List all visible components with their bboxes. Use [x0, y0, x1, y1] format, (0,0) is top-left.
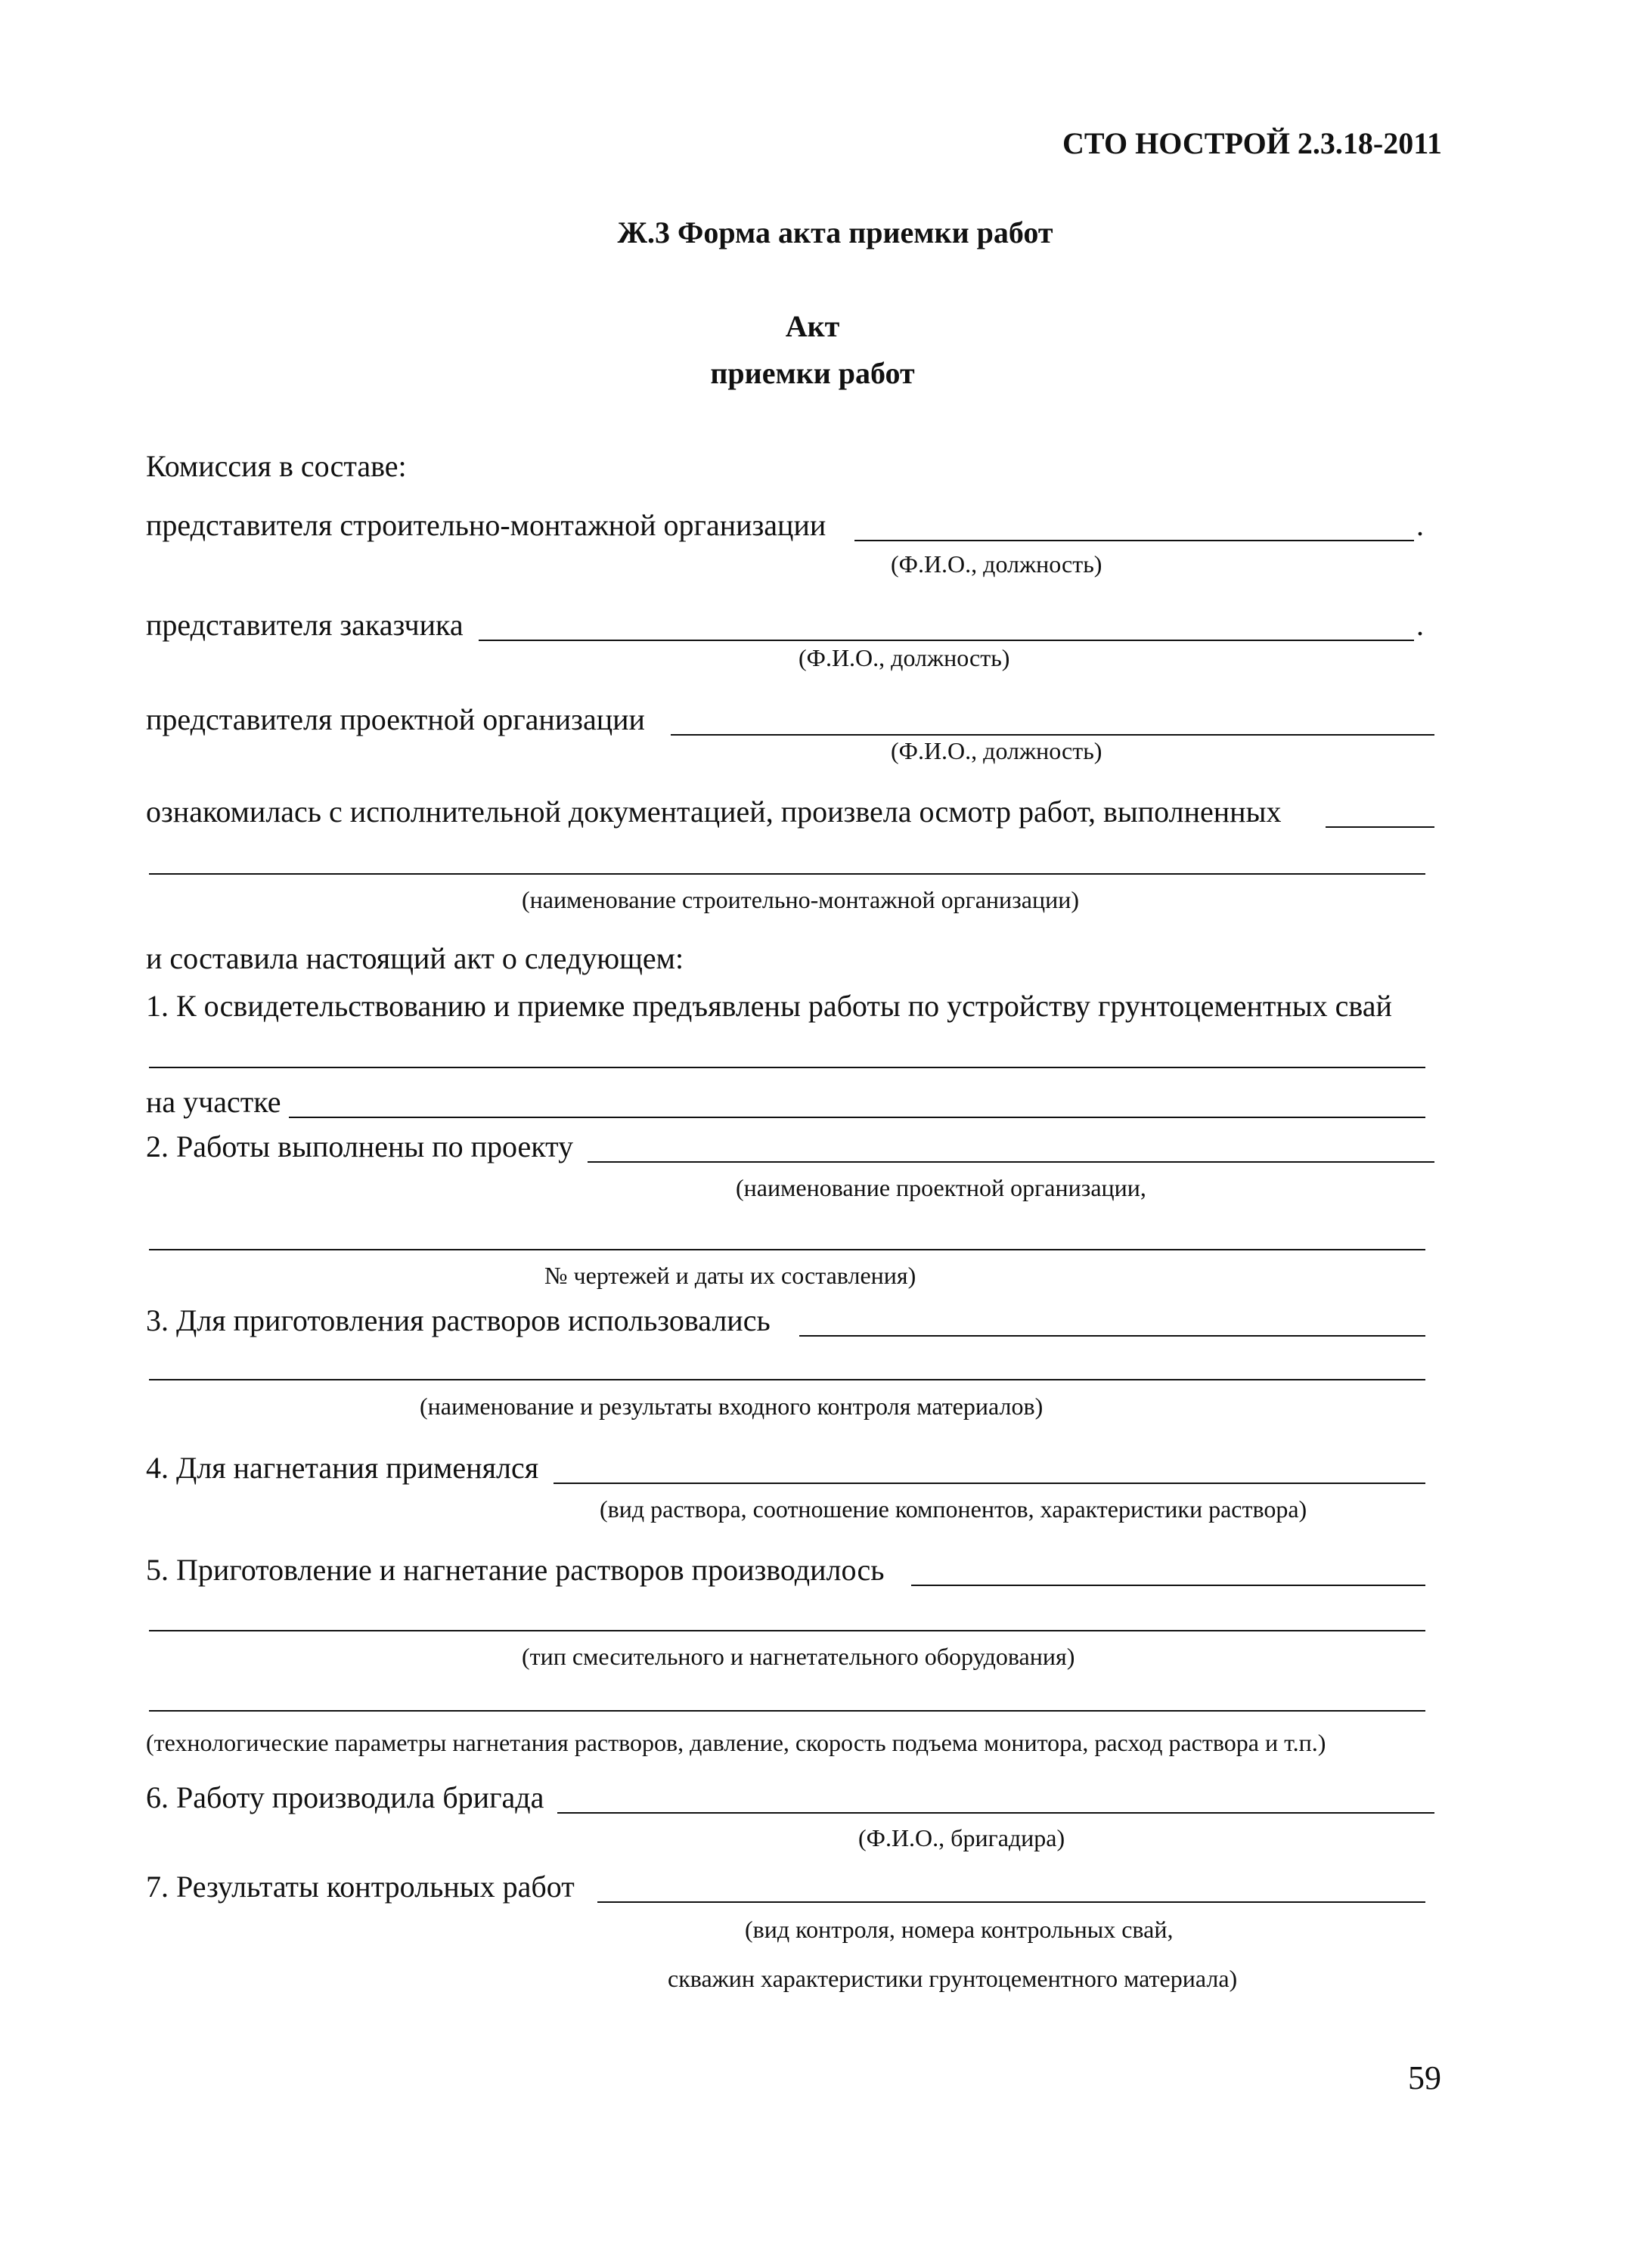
rep-customer-label: представителя заказчика: [146, 608, 464, 642]
item-3-field[interactable]: [799, 1335, 1425, 1337]
commission-intro: Комиссия в составе:: [146, 449, 407, 483]
item-6-note: (Ф.И.О., бригадира): [858, 1824, 1065, 1851]
period: .: [1416, 508, 1424, 542]
rep-design-label: представителя проектной организации: [146, 702, 645, 736]
item-4-text: 4. Для нагнетания применялся: [146, 1451, 539, 1485]
item-5-field-2[interactable]: [149, 1630, 1425, 1631]
item-1-site-field[interactable]: [289, 1117, 1425, 1118]
item-6-text: 6. Работу производила бригада: [146, 1780, 544, 1814]
item-3-field-2[interactable]: [149, 1379, 1425, 1380]
item-7-note-1: (вид контроля, номера контрольных свай,: [745, 1916, 1174, 1943]
item-4-note: (вид раствора, соотношение компонентов, характеристики раствора): [600, 1495, 1307, 1523]
period: .: [1416, 608, 1424, 642]
item-2-note-2: № чертежей и даты их составления): [544, 1262, 916, 1289]
rep-design-note: (Ф.И.О., должность): [891, 737, 1102, 764]
rep-construction-field[interactable]: [854, 540, 1414, 541]
section-title: Ж.3 Форма акта приемки работ: [617, 215, 1053, 249]
item-7-field[interactable]: [597, 1901, 1425, 1903]
rep-customer-field[interactable]: [479, 640, 1414, 641]
item-2-note-1: (наименование проектной организации,: [736, 1174, 1146, 1201]
item-1-site-label: на участке: [146, 1085, 281, 1119]
item-5-field-3[interactable]: [149, 1710, 1425, 1712]
page-number: 59: [1408, 2059, 1441, 2096]
inspected-text: ознакомилась с исполнительной документацией, произвела осмотр работ, выполненных: [146, 795, 1282, 829]
item-4-field[interactable]: [554, 1483, 1425, 1484]
item-7-text: 7. Результаты контрольных работ: [146, 1870, 575, 1904]
item-5-note-1: (тип смесительного и нагнетательного оборудования): [522, 1643, 1075, 1670]
inspected-org-note: (наименование строительно-монтажной организации): [522, 886, 1080, 913]
item-5-field[interactable]: [911, 1585, 1425, 1586]
document-code: СТО НОСТРОЙ 2.3.18-2011: [1062, 126, 1442, 160]
rep-construction-note: (Ф.И.О., должность): [891, 550, 1102, 578]
compiled-text: и составила настоящий акт о следующем:: [146, 941, 684, 975]
item-3-text: 3. Для приготовления растворов использовались: [146, 1303, 771, 1337]
rep-customer-note: (Ф.И.О., должность): [799, 644, 1010, 671]
item-5-note-2: (технологические параметры нагнетания растворов, давление, скорость подъема монитора, расход раствора и т.п.): [146, 1729, 1326, 1756]
inspected-field-2[interactable]: [149, 873, 1425, 875]
act-title: Акт: [785, 309, 840, 343]
item-6-field[interactable]: [557, 1812, 1434, 1814]
rep-construction-label: представителя строительно-монтажной организации: [146, 508, 826, 542]
item-7-note-2: скважин характеристики грунтоцементного материала): [668, 1965, 1238, 1992]
item-5-text: 5. Приготовление и нагнетание растворов производилось: [146, 1553, 885, 1587]
item-1-text: 1. К освидетельствованию и приемке предъявлены работы по устройству грунтоцементных свай: [146, 989, 1392, 1023]
inspected-field[interactable]: [1326, 826, 1434, 828]
rep-design-field[interactable]: [671, 734, 1434, 736]
item-2-field-2[interactable]: [149, 1249, 1425, 1250]
item-2-text: 2. Работы выполнены по проекту: [146, 1129, 574, 1163]
item-3-note: (наименование и результаты входного контроля материалов): [420, 1393, 1044, 1420]
item-2-field[interactable]: [588, 1161, 1434, 1163]
item-1-field[interactable]: [149, 1067, 1425, 1068]
act-subtitle: приемки работ: [710, 356, 915, 390]
